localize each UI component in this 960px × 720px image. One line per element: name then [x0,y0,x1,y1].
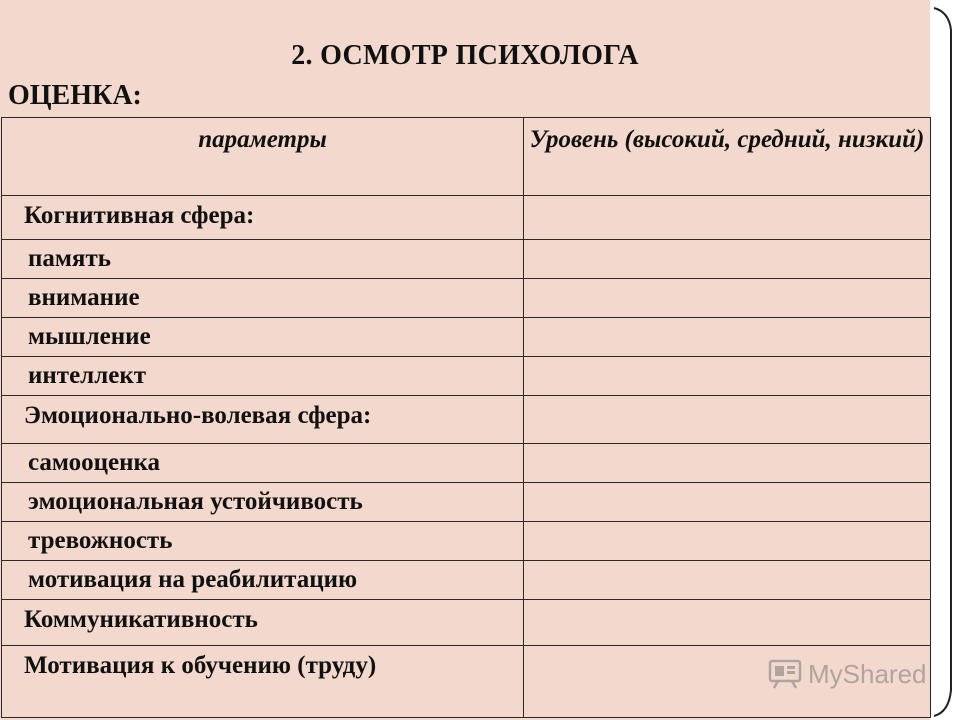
level-cell[interactable] [524,196,931,240]
table-row [2,444,931,483]
projector-screen-icon [768,659,802,689]
table-row [2,600,931,646]
header-level: Уровень (высокий, средний, низкий) [524,118,931,196]
level-cell[interactable] [524,600,931,646]
param-intellect: интеллект [2,357,524,396]
level-cell[interactable] [524,522,931,561]
param-cognitive-sphere: Когнитивная сфера: [2,196,524,240]
table-row [2,240,931,279]
table-row [2,561,931,600]
header-parameters: параметры [2,118,524,196]
table-row [2,318,931,357]
param-learning-motivation: Мотивация к обучению (труду) [2,646,524,718]
table-row [2,396,931,444]
table-row [2,279,931,318]
table-row [2,522,931,561]
level-cell[interactable] [524,396,931,444]
level-cell[interactable] [524,444,931,483]
param-rehabilitation-motivation: мотивация на реабилитацию [2,561,524,600]
level-cell[interactable] [524,561,931,600]
table-header-row [2,118,931,196]
param-attention: внимание [2,279,524,318]
level-cell[interactable] [524,483,931,522]
table-row [2,483,931,522]
watermark [768,656,927,692]
param-anxiety: тревожность [2,522,524,561]
page-curl-line [931,0,960,720]
param-emotional-volitional-sphere: Эмоционально-волевая сфера: [2,396,524,444]
param-thinking: мышление [2,318,524,357]
assessment-label: ОЦЕНКА: [8,80,142,111]
slide-title: 2. ОСМОТР ПСИХОЛОГА [291,40,639,71]
param-self-esteem: самооценка [2,444,524,483]
level-cell[interactable] [524,357,931,396]
table-row [2,357,931,396]
table-row [2,196,931,240]
level-cell[interactable] [524,279,931,318]
level-cell[interactable] [524,240,931,279]
assessment-table [1,117,931,718]
page-edge-decoration [931,0,960,720]
watermark-text: MyShared [808,658,927,689]
param-communicativeness: Коммуникативность [2,600,524,646]
level-cell[interactable] [524,318,931,357]
param-memory: память [2,240,524,279]
param-emotional-stability: эмоциональная устойчивость [2,483,524,522]
